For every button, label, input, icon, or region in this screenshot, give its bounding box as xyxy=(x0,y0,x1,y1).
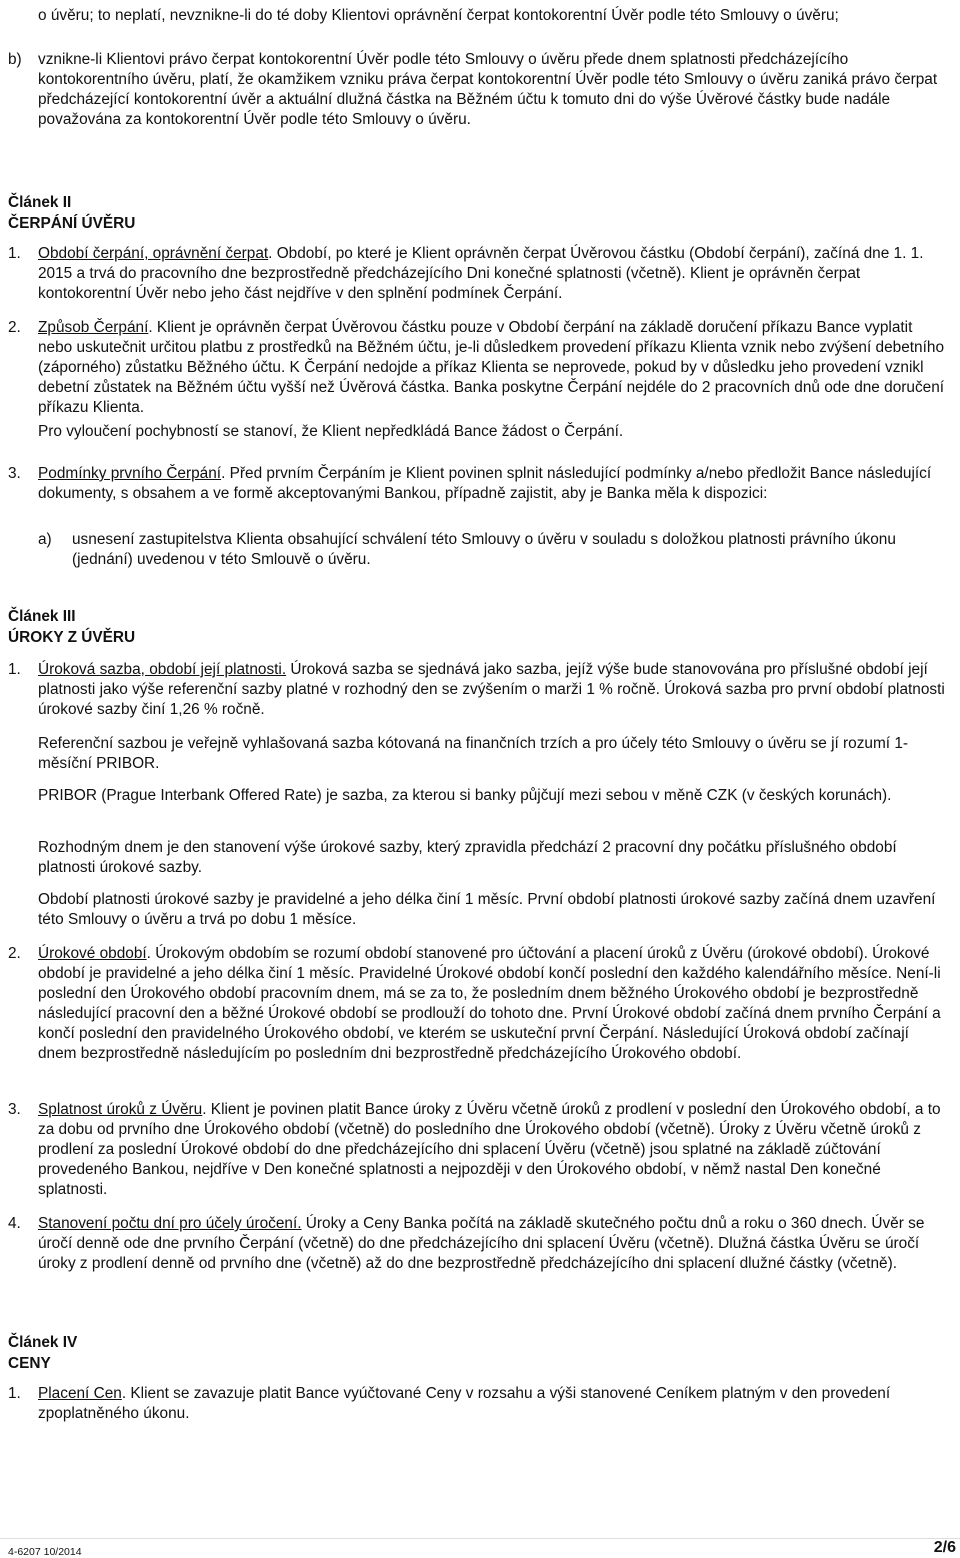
article-title: ČERPÁNÍ ÚVĚRU xyxy=(8,215,136,232)
list-marker: a) xyxy=(38,531,52,548)
item-heading: Úroková sazba, období její platnosti. xyxy=(38,661,287,678)
article-2-item-1 xyxy=(0,244,960,304)
item-paragraph xyxy=(38,318,948,418)
intro-line-a: o úvěru; to neplatí, nevznikne-li do té doby Klientovi oprávnění čerpat kontokorentní Úvěr podle této Smlouvy o úvěru; xyxy=(38,7,839,24)
item-extra-paragraph: Referenční sazbou je veřejně vyhlašovaná sazba kótovaná na finančních trzích a pro účely této Smlouvy o úvěru se jí rozumí 1-měsíční PRIBOR. xyxy=(38,735,909,772)
item-text: Úroková sazba se sjednává jako sazba, jejíž výše bude stanovována pro příslušné období její platnosti jako výše referenční sazby platné v rozhodný den se zvýšením o marži 1 % ročně. Úroková sazba pro první období platnosti úrokové sazby činí 1,26 % ročně. xyxy=(38,661,945,718)
article-4-heading xyxy=(8,1332,77,1374)
item-paragraph xyxy=(38,244,948,304)
item-heading: Splatnost úroků z Úvěru xyxy=(38,1101,203,1118)
item-number: 2. xyxy=(8,945,21,962)
item-text: . Klient se zavazuje platit Bance vyúčtované Ceny v rozsahu a výši stanovené Ceníkem platným v den provedení zpoplatněného úkonu. xyxy=(38,1385,891,1422)
article-label: Článek IV xyxy=(8,1334,78,1351)
article-3-item-1-p4 xyxy=(38,838,948,878)
item-paragraph xyxy=(38,660,948,720)
item-text: . Před prvním Čerpáním je Klient povinen splnit následující podmínky a/nebo předložit Bance následující dokumenty, s obsahem a ve formě akceptovanými Bankou, případně zajistit, aby je Banka měla k dispozici: xyxy=(38,465,932,502)
item-heading: Způsob Čerpání xyxy=(38,319,149,336)
article-2-heading xyxy=(8,192,135,234)
article-3-item-4 xyxy=(0,1214,960,1274)
item-heading: Podmínky prvního Čerpání xyxy=(38,465,222,482)
page-number: 2/6 xyxy=(933,1539,956,1556)
item-number: 1. xyxy=(8,661,21,678)
item-text: . Klient je povinen platit Bance úroky z Úvěru včetně úroků z prodlení v poslední den Úrokového období, a to za dobu od prvního dne Úrokového období (včetně) do posledního dne Úrokového období (včetně). Úroky z Úvěru včetně úroků z prodlení za poslední Úrokové období do dne předcházejícího dni splacení Úvěru (včetně) jsou splatné na základě zúčtování provedeného Bankou, nejdříve v Den konečné splatnosti a nejpozději v den Úrokového období, v němž nastal Den konečné splatnosti. xyxy=(38,1101,941,1198)
list-marker: b) xyxy=(8,51,22,68)
item-paragraph xyxy=(38,944,948,1064)
intro-item-b-text: vznikne-li Klientovi právo čerpat kontokorentní Úvěr podle této Smlouvy o úvěru přede dnem splatnosti předcházejícího kontokorentního úvěru, platí, že okamžikem vzniku práva čerpat kontokorentní Úvěr podle této Smlouvy o úvěru zaniká právo čerpat předcházející kontokorentní úvěr a aktuální dlužná částka na Běžném účtu k tomuto dni do výše Úvěrové částky bude nadále považována za kontokorentní Úvěr podle této Smlouvy o úvěru. xyxy=(38,51,938,128)
item-heading: Období čerpání, oprávnění čerpat xyxy=(38,245,269,262)
item-number: 1. xyxy=(8,245,21,262)
article-3-item-1 xyxy=(0,660,960,720)
article-3-item-2 xyxy=(0,944,960,1064)
article-label: Článek III xyxy=(8,608,76,625)
item-paragraph xyxy=(38,1214,948,1274)
article-2-item-3-sub-a xyxy=(38,530,948,570)
article-3-item-1-p2 xyxy=(38,734,948,774)
item-heading: Stanovení počtu dní pro účely úročení. xyxy=(38,1215,302,1232)
item-number: 4. xyxy=(8,1215,21,1232)
item-text: . Klient je oprávněn čerpat Úvěrovou částku pouze v Období čerpání na základě doručení příkazu Bance vyplatit nebo uskutečnit určitou platbu z prostředků na Běžném účtu, je-li důsledkem provedení příkazu Klienta vznik nebo zvýšení debetního (záporného) zůstatku Běžného účtu. K Čerpání nedojde a příkaz Klienta se neprovede, pokud by v důsledku jeho provedení vznikl debetní zůstatek na Běžném účtu vyšší než Úvěrová částka. Banka poskytne Čerpání nejdéle do 2 pracovních dnů ode dne doručení příkazu Klienta. xyxy=(38,319,945,416)
item-paragraph xyxy=(38,1100,948,1200)
item-text: . Úrokovým obdobím se rozumí období stanovené pro účtování a placení úroků z Úvěru (úrokové období). Úrokové období je pravidelné a jeho délka činí 1 měsíc. Pravidelné Úrokové období končí poslední den každého kalendářního měsíce. Není-li poslední den Úrokového období pracovním dnem, má se za to, že posledním dnem běžného Úrokového období je bezprostředně následující pracovní den a běžné Úrokové období se prodlouží do tohoto dne. První Úrokové období začíná dnem prvního Čerpání a končí poslední den pravidelného Úrokového období, ve kterém se uskuteční první Čerpání. Následující Úroková období začínají dnem bezprostředně následujícím po posledním dni bezprostředně předcházejícího Úrokového období. xyxy=(38,945,941,1062)
item-number: 2. xyxy=(8,319,21,336)
item-extra-paragraph: Rozhodným dnem je den stanovení výše úrokové sazby, který zpravidla předchází 2 pracovní dny počátku příslušného období platnosti úrokové sazby. xyxy=(38,839,897,876)
article-3-heading xyxy=(8,606,135,648)
article-3-item-1-p5 xyxy=(38,890,948,930)
article-title: CENY xyxy=(8,1355,51,1372)
item-text: Úroky a Ceny Banka počítá na základě skutečného počtu dnů a roku o 360 dnech. Úvěr se úročí denně ode dne prvního Čerpání (včetně) do dne předcházejícího dni splacení Úvěru (včetně). Dlužná částka Úvěru se úročí úroky z prodlení denně od prvního dne (včetně) až do dne bezprostředně předcházejícího dni splacení dlužné částky (včetně). xyxy=(38,1215,925,1272)
article-2-item-2-note xyxy=(38,422,948,442)
sub-item-text: usnesení zastupitelstva Klienta obsahující schválení této Smlouvy o úvěru v souladu s doložkou platnosti právního úkonu (jednání) uvedenou v této Smlouvě o úvěru. xyxy=(72,531,896,568)
footer-divider xyxy=(0,1538,960,1539)
item-heading: Úrokové období xyxy=(38,945,147,962)
article-3-item-1-p3 xyxy=(38,786,948,806)
article-label: Článek II xyxy=(8,194,72,211)
article-2-item-2 xyxy=(0,318,960,418)
article-2-item-3 xyxy=(0,464,960,504)
item-extra-paragraph: Období platnosti úrokové sazby je pravidelné a jeho délka činí 1 měsíc. První období platnosti úrokové sazby začíná dnem uzavření této Smlouvy o úvěru a trvá po dobu 1 měsíce. xyxy=(38,891,936,928)
item-text: . Období, po které je Klient oprávněn čerpat Úvěrovou částku (Období čerpání), začíná dne 1. 1. 2015 a trvá do pracovního dne bezprostředně předcházejícího Dni konečné splatnosti (včetně). Klient je oprávněn čerpat kontokorentní Úvěr nebo jeho část nejdříve v den splnění podmínek Čerpání. xyxy=(38,245,924,302)
article-3-item-3 xyxy=(0,1100,960,1200)
item-extra-paragraph: PRIBOR (Prague Interbank Offered Rate) je sazba, za kterou si banky půjčují mezi sebou v měně CZK (v českých korunách). xyxy=(38,787,892,804)
item-heading: Placení Cen xyxy=(38,1385,122,1402)
item-paragraph xyxy=(38,464,948,504)
article-title: ÚROKY Z ÚVĚRU xyxy=(8,629,136,646)
document-code: 4-6207 10/2014 xyxy=(8,1546,82,1558)
item-number: 1. xyxy=(8,1385,21,1402)
item-number: 3. xyxy=(8,1101,21,1118)
intro-continuation xyxy=(38,6,938,26)
item-extra-paragraph: Pro vyloučení pochybností se stanoví, že Klient nepředkládá Bance žádost o Čerpání. xyxy=(38,423,624,440)
article-4-item-1 xyxy=(0,1384,960,1424)
intro-item-b xyxy=(0,50,960,130)
item-number: 3. xyxy=(8,465,21,482)
item-paragraph xyxy=(38,1384,948,1424)
